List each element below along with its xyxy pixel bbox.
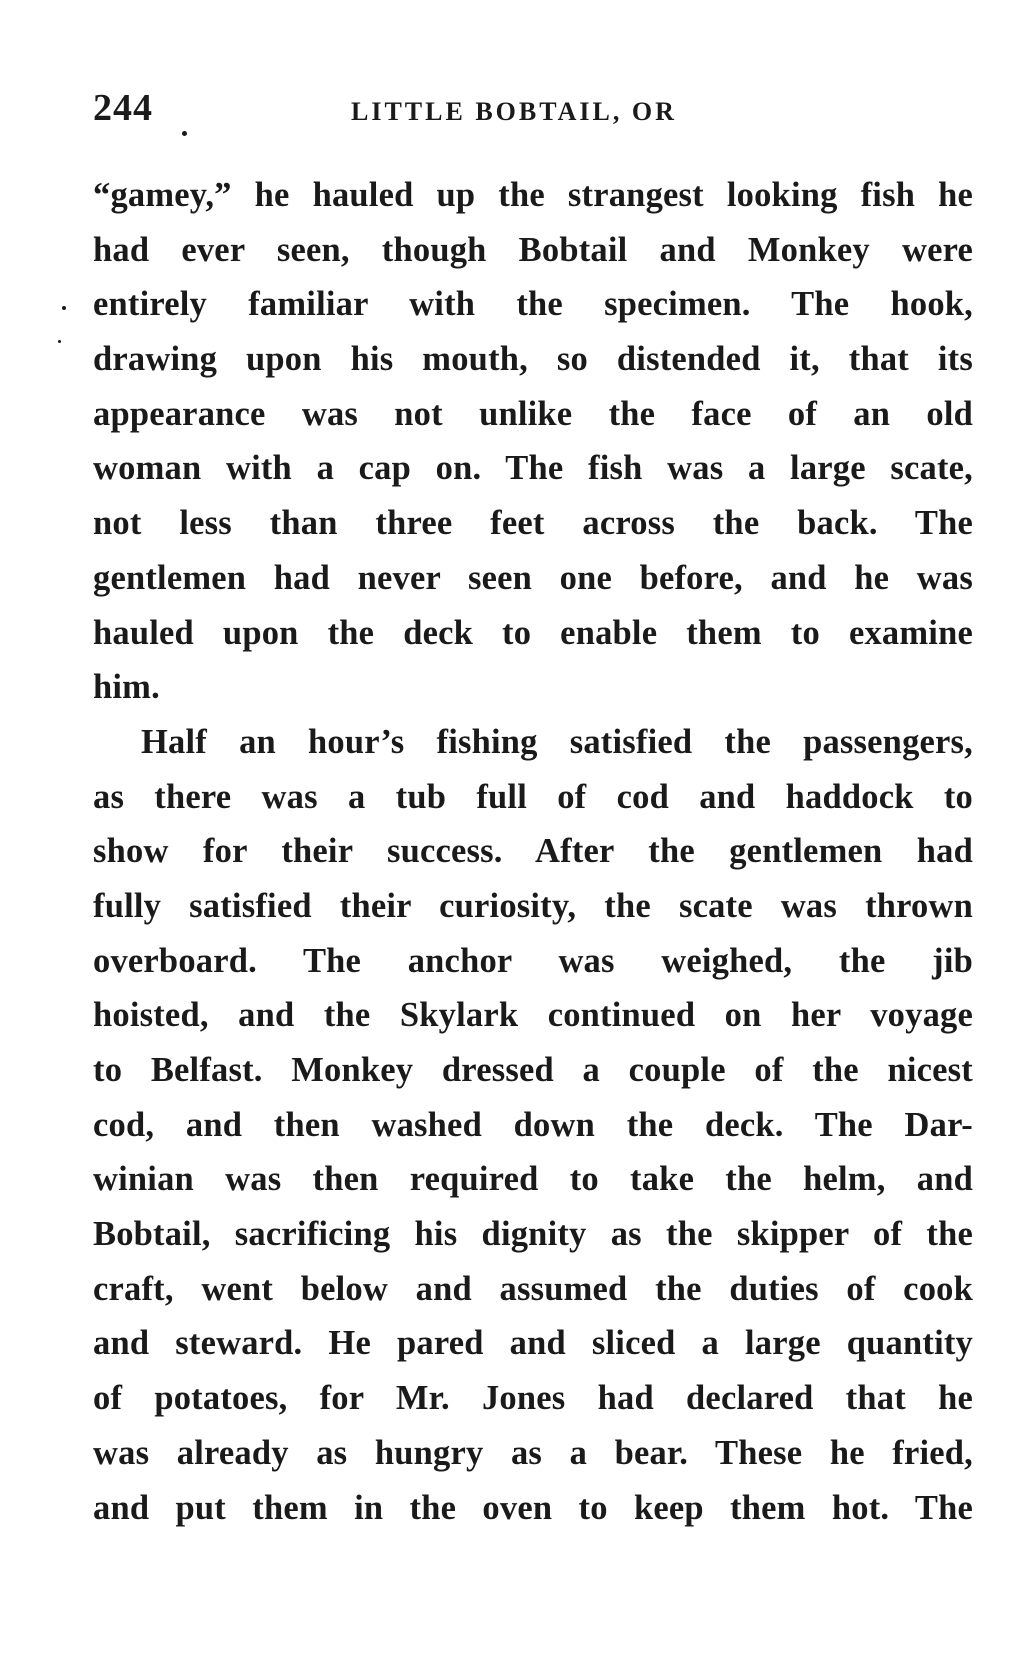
text-line: entirely familiar with the specimen. The hook, — [93, 285, 973, 324]
text-line: gentlemen had never seen one before, and he was — [93, 558, 973, 597]
text-line: had ever seen, though Bobtail and Monkey were — [93, 230, 973, 269]
body-text — [93, 168, 973, 1535]
text-line: craft, went below and assumed the duties of cook — [93, 1269, 973, 1308]
page-number: 244 — [93, 87, 153, 129]
text-line: overboard. The anchor was weighed, the jib — [93, 941, 973, 980]
text-line: and put them in the oven to keep them hot. The — [93, 1488, 973, 1527]
text-line: drawing upon his mouth, so distended it, that its — [93, 340, 973, 379]
text-line: Half an hour’s fishing satisfied the passengers, — [141, 722, 973, 761]
text-line: not less than three feet across the back. The — [93, 504, 973, 543]
text-line: of potatoes, for Mr. Jones had declared that he — [93, 1379, 973, 1418]
text-line: appearance was not unlike the face of an old — [93, 394, 973, 433]
text-line: “gamey,” he hauled up the strangest looking fish he — [93, 176, 973, 214]
text-line: Bobtail, sacrificing his dignity as the skipper of the — [93, 1215, 973, 1254]
text-line: woman with a cap on. The fish was a large scate, — [93, 449, 973, 488]
paragraph — [93, 168, 973, 715]
text-line: fully satisfied their curiosity, the scate was thrown — [93, 886, 973, 925]
text-line: cod, and then washed down the deck. The Dar- — [93, 1105, 973, 1144]
text-line: him. — [93, 668, 160, 707]
print-speck — [182, 131, 187, 136]
paragraph — [93, 715, 973, 1535]
text-line: to Belfast. Monkey dressed a couple of the nicest — [93, 1051, 973, 1089]
print-speck — [62, 306, 66, 310]
text-line: was already as hungry as a bear. These he fried, — [93, 1433, 973, 1472]
text-line: as there was a tub full of cod and haddock to — [93, 777, 973, 816]
text-line: hoisted, and the Skylark continued on her voyage — [93, 996, 973, 1035]
text-line: and steward. He pared and sliced a large quantity — [93, 1324, 973, 1363]
running-title: LITTLE BOBTAIL, OR — [351, 97, 677, 126]
running-head — [93, 86, 973, 136]
print-speck — [58, 340, 61, 343]
text-line: show for their success. After the gentlemen had — [93, 832, 973, 871]
text-line: hauled upon the deck to enable them to examine — [93, 613, 973, 652]
text-line: winian was then required to take the helm, and — [93, 1160, 973, 1199]
